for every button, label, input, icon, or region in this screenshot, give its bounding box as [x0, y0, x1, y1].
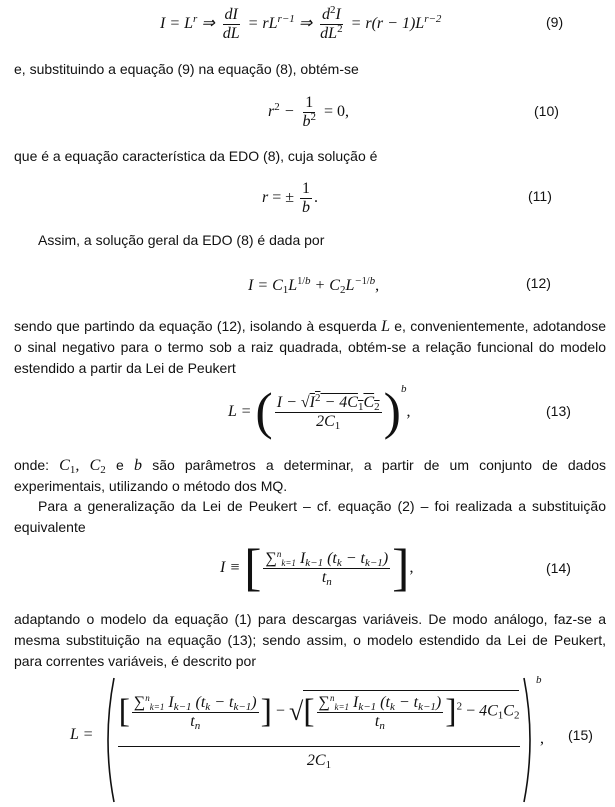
paragraph-5	[14, 455, 606, 497]
equation-12: $I = C_1L^{1/b} + C_2L^{-1/b}$,	[248, 275, 380, 296]
symbol-L: L	[381, 318, 390, 335]
equation-11: r = ± $\frac{1}{b}$ .	[262, 179, 319, 216]
paragraph-5-part-b: são parâmetros a determinar, a partir de um conjunto de dados experimentais, utilizando o método dos MQ.	[14, 457, 607, 494]
paragraph-4	[14, 316, 606, 379]
paragraph-6	[14, 496, 606, 538]
paragraph-1: e, substituindo a equação (9) na equação (8), obtém-se	[14, 61, 359, 77]
paragraph-4-part-a: sendo que partindo da equação (12), isolando à esquerda	[14, 318, 382, 334]
paragraph-3: Assim, a solução geral da EDO (8) é dada por	[38, 232, 325, 248]
equation-15: L = [ $\frac{\sum^n_{k=1} I_{k-1} (t_k - t_{k-1})}{t_n}$ ] − √[ $\frac{\sum^n_{k=1} I_{k-1} (t_k - t_{k-1})}{t_n}$ ]$^2 - 4C_1C_2$ $2C_1$ b ,	[70, 676, 540, 804]
equation-15-number: (15)	[568, 727, 593, 743]
paragraph-6-text: Para a generalização da Lei de Peukert – cf. equação (2) – foi realizada a substituição equivalente	[14, 498, 606, 535]
paragraph-7-text: adaptando o modelo da equação (1) para descargas variáveis. De modo análogo, faz-se a mesma substituição na equação (13); sendo assim, o modelo estendido da Lei de Peukert, para correntes variáveis, é descrito por	[14, 611, 606, 669]
equation-9: $I = L^r$ ⇒ $\frac{dI}{dL}$ = $rL^{r-1}$ ⇒ $\frac{d^2I}{dL^2}$ = $r(r - 1)L^{r-2}$	[160, 3, 442, 42]
equation-10-number: (10)	[534, 103, 559, 119]
paragraph-5-part-a: onde:	[14, 457, 60, 473]
equation-12-number: (12)	[526, 275, 551, 291]
equation-13: L = ( $\frac{I - √I^2 - 4C_1C_2}{2C_1}$ )$^b$,	[228, 383, 411, 441]
paragraph-7	[14, 609, 606, 672]
equation-10: $r^2$ − $\frac{1}{b^2}$ = 0,	[268, 93, 350, 130]
equation-15-right-paren	[522, 676, 538, 804]
equation-13-number: (13)	[546, 403, 571, 419]
equation-9-number: (9)	[546, 14, 564, 30]
equation-14: I ≡ [ $\frac{\sum^n_{k=1} I_{k-1} (t_k - t_{k-1})}{t_n}$ ],	[220, 539, 414, 597]
parameters-symbols: $C_1$, $C_2$ e b	[59, 457, 143, 476]
paragraph-4-part-b: e, convenientemente, adotandose o sinal negativo para o termo sob a raiz quadrada, obtém-se a relação funcional do modelo estendido a partir da Lei de Peukert	[14, 318, 607, 376]
equation-11-number: (11)	[528, 188, 552, 204]
paragraph-2: que é a equação característica da EDO (8), cuja solução é	[14, 148, 378, 164]
equation-15-main-fraction-bar	[118, 746, 520, 747]
equation-14-number: (14)	[546, 560, 571, 576]
